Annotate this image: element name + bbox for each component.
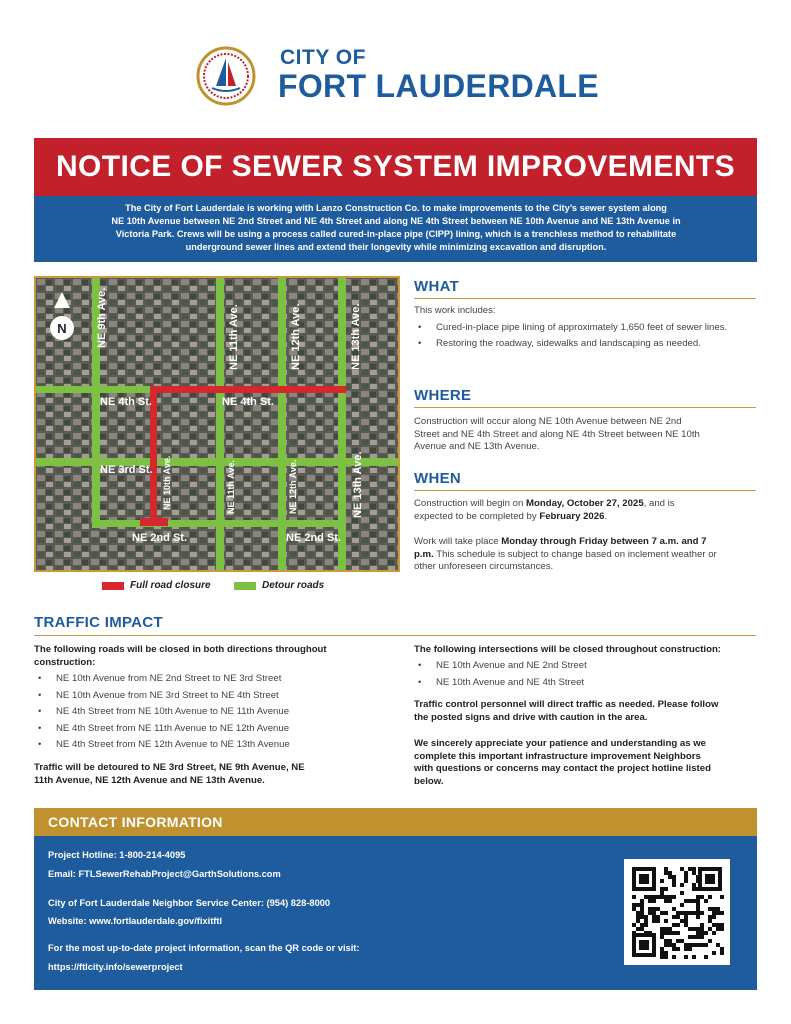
traffic-control-note: Traffic control personnel will direct traffic as needed. Please follow the posted signs and drive with caution in the area.: [414, 699, 719, 723]
closed-roads-list: [34, 673, 374, 752]
what-item: • Cured-in-place pipe lining of approximately 1,650 feet of sewer lines.: [414, 322, 730, 335]
where-heading: WHERE: [414, 387, 472, 404]
traffic-heading: TRAFFIC IMPACT: [34, 614, 163, 631]
when-hours-text: [414, 536, 718, 574]
closed-road: • NE 10th Avenue from NE 3rd Street to NE 4th Street: [34, 690, 374, 703]
intersections-intro: The following intersections will be closed throughout construction:: [414, 644, 722, 655]
detour-note: Traffic will be detoured to NE 3rd Street, NE 9th Avenue, NE 11th Avenue, NE 12th Avenue and NE 13th Avenue.: [34, 762, 305, 786]
intro-text: [90, 202, 702, 254]
closed-intersection: • NE 10th Avenue and NE 4th Street: [414, 677, 756, 690]
intro-line: The City of Fort Lauderdale is working with Lanzo Construction Co. to make improvements to the City’s sewer system along: [125, 203, 667, 213]
when-heading: WHEN: [414, 470, 462, 487]
logo-city-of: CITY OF: [280, 46, 366, 69]
contact-email[interactable]: Email: FTLSewerRehabProject@GarthSolutions.com: [48, 869, 281, 879]
contact-scan-note: For the most up-to-date project information, scan the QR code or visit:: [48, 943, 360, 953]
when-start-e: .: [604, 510, 608, 522]
what-heading: WHAT: [414, 278, 460, 295]
qr-code-icon: [624, 859, 730, 965]
what-rule: [414, 298, 756, 299]
map-label-ne11-low: NE 11th Ave.: [226, 460, 236, 514]
contact-heading: CONTACT INFORMATION: [48, 814, 223, 830]
when-hours: Monday through Friday between 7 a.m. and 7 p.m.: [414, 536, 707, 560]
map-label-ne2-left: NE 2nd St.: [132, 532, 188, 544]
when-start-c: , and is expected to be completed by: [414, 498, 675, 522]
closed-road: • NE 4th Street from NE 11th Avenue to NE 12th Avenue: [34, 723, 374, 736]
title-banner: [34, 138, 757, 196]
map-label-ne2-right: NE 2nd St.: [286, 532, 342, 544]
what-intro: This work includes:: [414, 305, 496, 316]
legend-closure: Full road closure: [130, 580, 211, 591]
map-label-ne3: NE 3rd St.: [100, 464, 153, 476]
intro-banner: [34, 196, 757, 262]
contact-service-center: City of Fort Lauderdale Neighbor Service Center: (954) 828-8000: [48, 898, 331, 908]
closed-intersection: • NE 10th Avenue and NE 2nd Street: [414, 660, 756, 673]
map-graphic: [36, 278, 398, 570]
map-label-ne9: NE 9th Ave.: [96, 287, 108, 348]
where-text: Construction will occur along NE 10th Avenue between NE 2nd Street and NE 4th Street and along NE 4th Street between NE 10th Avenue and NE 13th Avenue.: [414, 416, 700, 453]
north-label: N: [57, 321, 67, 336]
detour-swatch: [234, 582, 256, 590]
when-hours-a: Work will take place: [414, 536, 502, 547]
logo-city-name: FORT LAUDERDALE: [278, 68, 599, 104]
map-label-ne13: NE 13th Ave.: [350, 303, 362, 370]
when-start-text: [414, 498, 714, 523]
closed-road: • NE 4th Street from NE 12th Avenue to NE 13th Avenue: [34, 739, 374, 752]
contact-website[interactable]: Website: www.fortlauderdale.gov/fixitftl: [48, 916, 223, 926]
map-label-ne4-left: NE 4th St.: [100, 396, 152, 408]
when-end-date: February 2026: [539, 510, 605, 522]
closed-roads-intro: The following roads will be closed in both directions throughout construction:: [34, 644, 327, 668]
intro-line: underground sewer lines and extend their longevity while minimizing excavation and disruption.: [185, 242, 607, 252]
page-title: NOTICE OF SEWER SYSTEM IMPROVEMENTS: [55, 150, 736, 183]
closed-road: • NE 4th Street from NE 10th Avenue to NE 11th Avenue: [34, 706, 374, 719]
city-logo: [196, 44, 616, 114]
intersections-list: [414, 660, 756, 689]
thanks-note: We sincerely appreciate your patience and understanding as we complete this important infrastructure improvement Neighbors with questions or concerns may contact the project hotline listed below.: [414, 738, 711, 787]
contact-hotline: Project Hotline: 1-800-214-4095: [48, 850, 186, 860]
traffic-rule: [34, 635, 756, 636]
contact-section: [34, 808, 757, 990]
map-label-ne12: NE 12th Ave.: [290, 303, 302, 370]
contact-project-url[interactable]: https://ftlcity.info/sewerproject: [48, 962, 183, 972]
when-start-date: Monday, October 27, 2025: [526, 498, 644, 509]
intro-line: NE 10th Avenue between NE 2nd Street and NE 4th Street and along NE 4th Street between NE 10th Avenue and NE 13th Avenue in: [111, 216, 681, 226]
when-hours-c: This schedule is subject to change based on inclement weather or other unforeseen circumstances.: [414, 548, 717, 573]
where-rule: [414, 407, 756, 408]
closure-swatch: [102, 582, 124, 590]
what-list: [414, 322, 730, 350]
when-start-a: Construction will begin on: [414, 498, 526, 509]
map-label-ne4-mid: NE 4th St.: [222, 396, 274, 408]
map-label-ne10-low: NE 10th Ave.: [162, 455, 172, 510]
contact-header: [34, 808, 757, 836]
map-label-ne12-low: NE 12th Ave.: [288, 459, 298, 514]
intro-line: Victoria Park. Crews will be using a process called cured-in-place pipe (CIPP) lining, which is a trenchless method to rehabilitate: [115, 229, 677, 239]
when-rule: [414, 490, 756, 491]
map-label-ne11: NE 11th Ave.: [228, 304, 240, 370]
legend-detour: Detour roads: [262, 580, 325, 591]
qr-code[interactable]: [624, 859, 730, 965]
map-label-ne13-low: NE 13th Ave.: [352, 451, 364, 518]
project-map: [34, 276, 400, 572]
city-seal-icon: [196, 46, 256, 106]
what-item: • Restoring the roadway, sidewalks and landscaping as needed.: [414, 338, 730, 351]
closed-road: • NE 10th Avenue from NE 2nd Street to NE 3rd Street: [34, 673, 374, 686]
